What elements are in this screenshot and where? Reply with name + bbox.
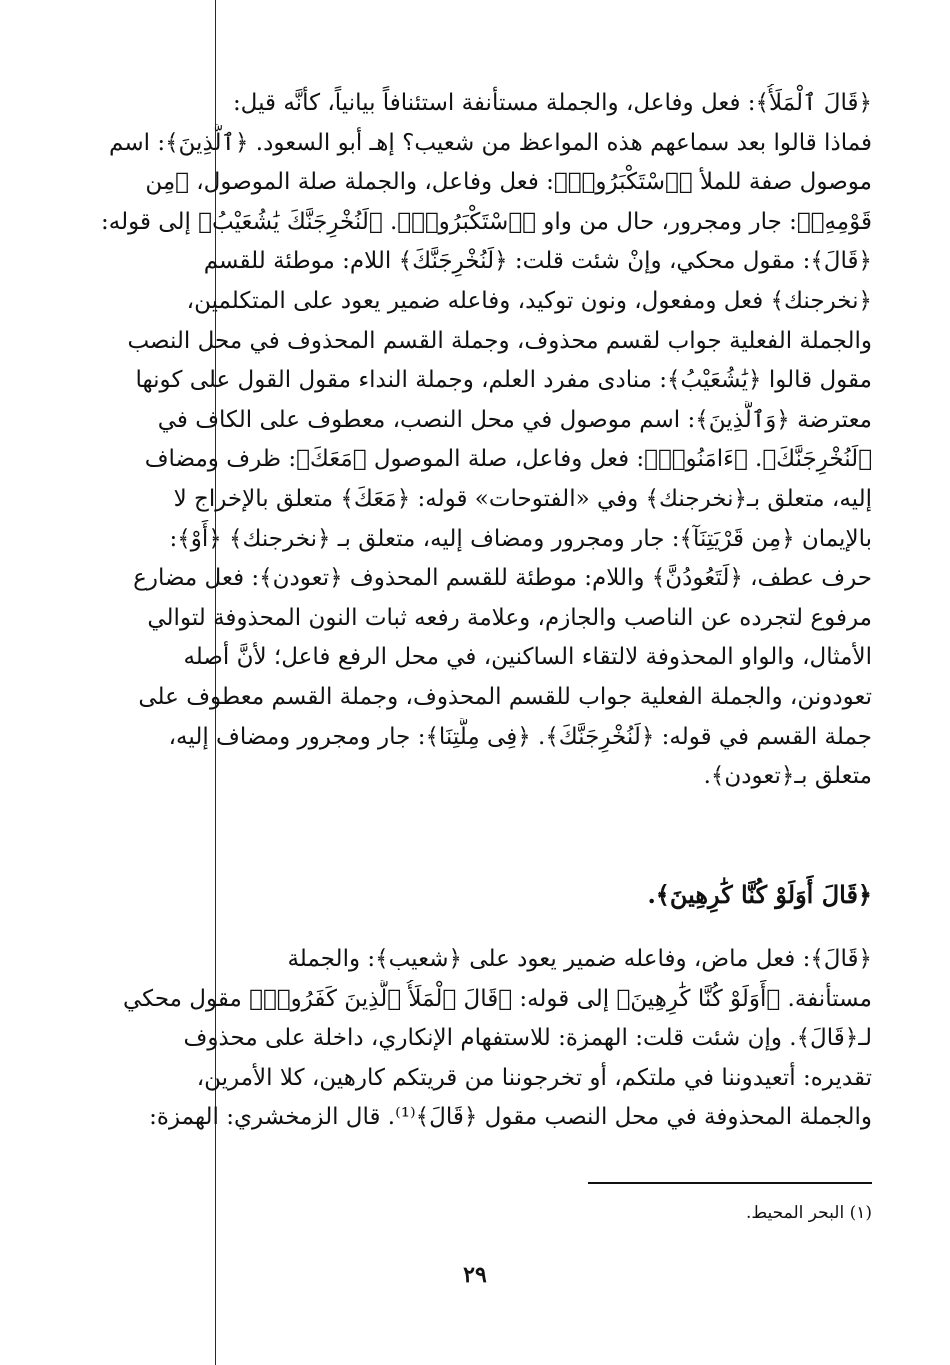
commentary-paragraph-2 (100, 940, 872, 1138)
commentary-paragraph-1 (100, 84, 872, 797)
text-line: الأمثال، والواو المحذوفة لالتقاء الساكنين، في محل الرفع فاعل؛ لأنَّ أصله (183, 644, 872, 671)
text-line: فماذا قالوا بعد سماعهم هذه المواعظ من شعيب؟ إهـ أبو السعود. ﴿ٱلَّذِينَ﴾: اسم (109, 129, 872, 156)
text-line: موصول صفة للملأ ﴿ٱسْتَكْبَرُوا۟﴾: فعل وفاعل، والجملة صلة الموصول، ﴿مِن (145, 169, 872, 196)
verse-heading: ﴿قَالَ أَوَلَوْ كُنَّا كَٰرِهِينَ﴾. (647, 880, 872, 909)
text-line: ﴿قَالَ ٱلْمَلَأُ﴾: فعل وفاعل، والجملة مستأنفة استئنافاً بيانياً، كأنَّه قيل: (232, 90, 872, 116)
text-line: معترضة ﴿وَٱلَّذِينَ﴾: اسم موصول في محل النصب، معطوف على الكاف في (157, 406, 872, 433)
text-line: قَوْمِهِۦ﴾: جار ومجرور، حال من واو ﴿ٱسْتَكْبَرُوا۟﴾. ﴿لَنُخْرِجَنَّكَ يَٰشُعَيْبُ﴾ إلى قوله: (101, 208, 872, 235)
text-line: ﴿لَنُخْرِجَنَّكَ﴾. ﴿ءَامَنُوا۟﴾: فعل وفاعل، صلة الموصول ﴿مَعَكَ﴾: ظرف ومضاف (144, 446, 872, 473)
footnote-divider (588, 1182, 872, 1184)
text-line: والجملة الفعلية جواب لقسم محذوف، وجملة القسم المحذوف في محل النصب (127, 327, 872, 354)
text-line: ﴿قَالَ﴾: مقول محكي، وإنْ شئت قلت: ﴿لَنُخْرِجَنَّكَ﴾ اللام: موطئة للقسم (203, 248, 872, 275)
text-line: ﴿قَالَ﴾: فعل ماض، وفاعله ضمير يعود على ﴿شعيب﴾: والجملة (287, 946, 872, 972)
text-line: مرفوع لتجرده عن الناصب والجازم، وعلامة رفعه ثبات النون المحذوفة لتوالي (147, 604, 872, 631)
text-line: ﴿نخرجنك﴾ فعل ومفعول، ونون توكيد، وفاعله ضمير يعود على المتكلمين، (186, 287, 872, 314)
text-line: حرف عطف، ﴿لَتَعُودُنَّ﴾ واللام: موطئة للقسم المحذوف ﴿تعودن﴾: فعل مضارع (133, 565, 872, 592)
page-number: ٢٩ (463, 1262, 487, 1288)
text-line: تعودونن، والجملة الفعلية جواب للقسم المحذوف، وجملة القسم معطوف على (138, 683, 872, 710)
text-line: مقول قالوا ﴿يَٰشُعَيْبُ﴾: منادى مفرد العلم، وجملة النداء مقول القول على كونها (135, 367, 872, 394)
text-line: بالإيمان ﴿مِن قَرْيَتِنَآ﴾: جار ومجرور ومضاف إليه، متعلق بـ ﴿نخرجنك﴾ ﴿أَوْ﴾: (169, 525, 872, 552)
text-line: تقديره: أتعيدوننا في ملتكم، أو تخرجوننا من قريتكم كارهين، كلا الأمرين، (196, 1064, 872, 1091)
text-line: مستأنفة. ﴿أَوَلَوْ كُنَّا كَٰرِهِينَ﴾ إلى قوله: ﴿قَالَ ٱلْمَلَأُ ٱلَّذِينَ كَفَرُوا۟﴾ مقول محكي (122, 985, 872, 1012)
text-line: جملة القسم في قوله: ﴿لَنُخْرِجَنَّكَ﴾. ﴿فِى مِلَّتِنَا﴾: جار ومجرور ومضاف إليه، (168, 723, 872, 750)
text-line: إليه، متعلق بـ﴿نخرجنك﴾ وفي «الفتوحات» قوله: ﴿مَعَكَ﴾ متعلق بالإخراج لا (173, 485, 872, 512)
footnote: (١) البحر المحيط. (746, 1203, 872, 1223)
text-line: والجملة المحذوفة في محل النصب مقول ﴿قَالَ﴾⁽¹⁾. قال الزمخشري: الهمزة: (149, 1104, 872, 1131)
text-line: متعلق بـ﴿تعودن﴾. (703, 763, 872, 790)
text-line: لـ﴿قَالَ﴾. وإن شئت قلت: الهمزة: للاستفهام الإنكاري، داخلة على محذوف (183, 1025, 872, 1052)
